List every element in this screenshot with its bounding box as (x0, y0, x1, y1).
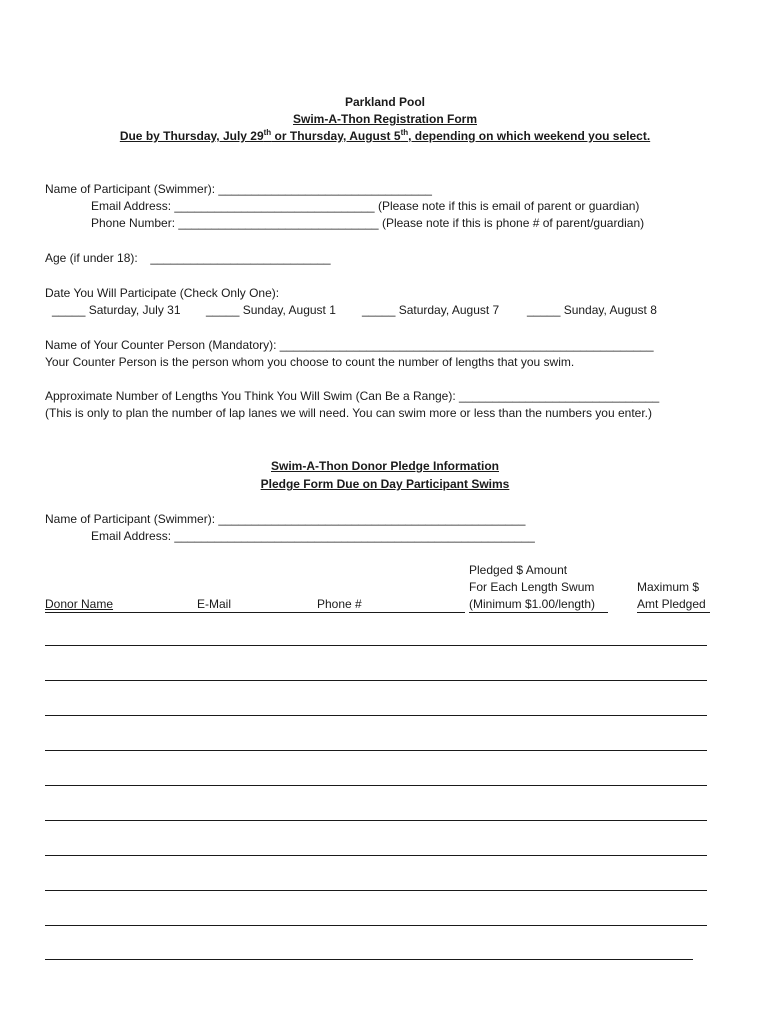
form-subtitle: Swim-A-Thon Registration Form (293, 112, 477, 126)
phone-row (91, 216, 644, 231)
donor-name-header: Donor Name (45, 597, 114, 611)
donor-entry-line[interactable] (45, 785, 707, 786)
participant-name-row (45, 182, 432, 197)
due-text-post: , depending on which weekend you select. (408, 129, 651, 143)
participant-name-label: Name of Participant (Swimmer): (45, 182, 216, 196)
phone-field[interactable]: ______________________________ (178, 216, 379, 230)
age-field[interactable]: ___________________________ (150, 251, 331, 265)
due-text-pre: Due by Thursday, July 29 (119, 129, 264, 143)
header-underline-left (45, 612, 465, 613)
form-title: Parkland Pool (344, 95, 426, 109)
email-field[interactable]: ______________________________ (174, 199, 375, 213)
email-note: (Please note if this is email of parent or guardian) (377, 199, 640, 213)
pledged-header-line1: Pledged $ Amount (469, 563, 568, 577)
donor-entry-line[interactable] (45, 925, 707, 926)
date-label: Date You Will Participate (Check Only One): (45, 286, 280, 300)
donor-entry-line[interactable] (45, 715, 707, 716)
email-label: Email Address: (91, 199, 172, 213)
phone-label: Phone Number: (91, 216, 176, 230)
column-header-row (45, 597, 462, 612)
laps-row (45, 389, 659, 404)
pledge-email-label: Email Address: (91, 529, 172, 543)
email-header: E-Mail (197, 597, 232, 611)
due-sup-2: th (400, 128, 409, 137)
pledge-participant-row (45, 512, 525, 527)
donor-entry-line[interactable] (45, 750, 707, 751)
header-underline-maximum (637, 612, 710, 613)
pledge-participant-field[interactable]: ______________________________________________ (218, 512, 526, 526)
pledge-subtitle: Pledge Form Due on Day Participant Swims (260, 477, 510, 491)
pledged-header-line3: (Minimum $1.00/length) (469, 597, 596, 611)
age-label: Age (if under 18): (45, 251, 138, 265)
pledge-participant-label: Name of Participant (Swimmer): (45, 512, 216, 526)
counter-person-label: Name of Your Counter Person (Mandatory): (45, 338, 277, 352)
phone-note: (Please note if this is phone # of parent/guardian) (381, 216, 645, 230)
donor-entry-line[interactable] (45, 680, 707, 681)
age-row (45, 251, 331, 266)
donor-entry-line[interactable] (45, 890, 707, 891)
due-sup-1: th (263, 128, 272, 137)
donor-entry-line[interactable] (45, 855, 707, 856)
date-option-july-31[interactable]: _____ Saturday, July 31 (52, 303, 181, 317)
email-row (91, 199, 639, 214)
donor-entry-line[interactable] (45, 959, 693, 960)
header-underline-pledged (469, 612, 608, 613)
date-option-august-1[interactable]: _____ Sunday, August 1 (206, 303, 336, 317)
laps-field[interactable]: ______________________________ (459, 389, 660, 403)
counter-person-row (45, 338, 654, 353)
donor-entry-line[interactable] (45, 820, 707, 821)
due-text-mid: or Thursday, August 5 (271, 129, 401, 143)
pledged-header-line2: For Each Length Swum (469, 580, 595, 594)
date-option-august-7[interactable]: _____ Saturday, August 7 (362, 303, 500, 317)
pledge-email-field[interactable]: ______________________________________________________ (174, 529, 535, 543)
pledge-email-row (91, 529, 535, 544)
pledge-title: Swim-A-Thon Donor Pledge Information (271, 459, 499, 473)
counter-person-note: Your Counter Person is the person whom you choose to count the number of lengths that you swim. (45, 355, 575, 369)
laps-label: Approximate Number of Lengths You Think You Will Swim (Can Be a Range): (45, 389, 456, 403)
maximum-header-line1: Maximum $ (637, 580, 700, 594)
date-option-august-8[interactable]: _____ Sunday, August 8 (527, 303, 657, 317)
participant-name-field[interactable]: ________________________________ (218, 182, 432, 196)
counter-person-field[interactable]: ________________________________________________________ (279, 338, 654, 352)
donor-entry-line[interactable] (45, 645, 707, 646)
laps-note: (This is only to plan the number of lap lanes we will need. You can swim more or less than the numbers you enter.) (45, 406, 652, 420)
phone-header: Phone # (317, 597, 362, 611)
maximum-header-line2: Amt Pledged (637, 597, 706, 611)
due-date-line (0, 129, 770, 144)
